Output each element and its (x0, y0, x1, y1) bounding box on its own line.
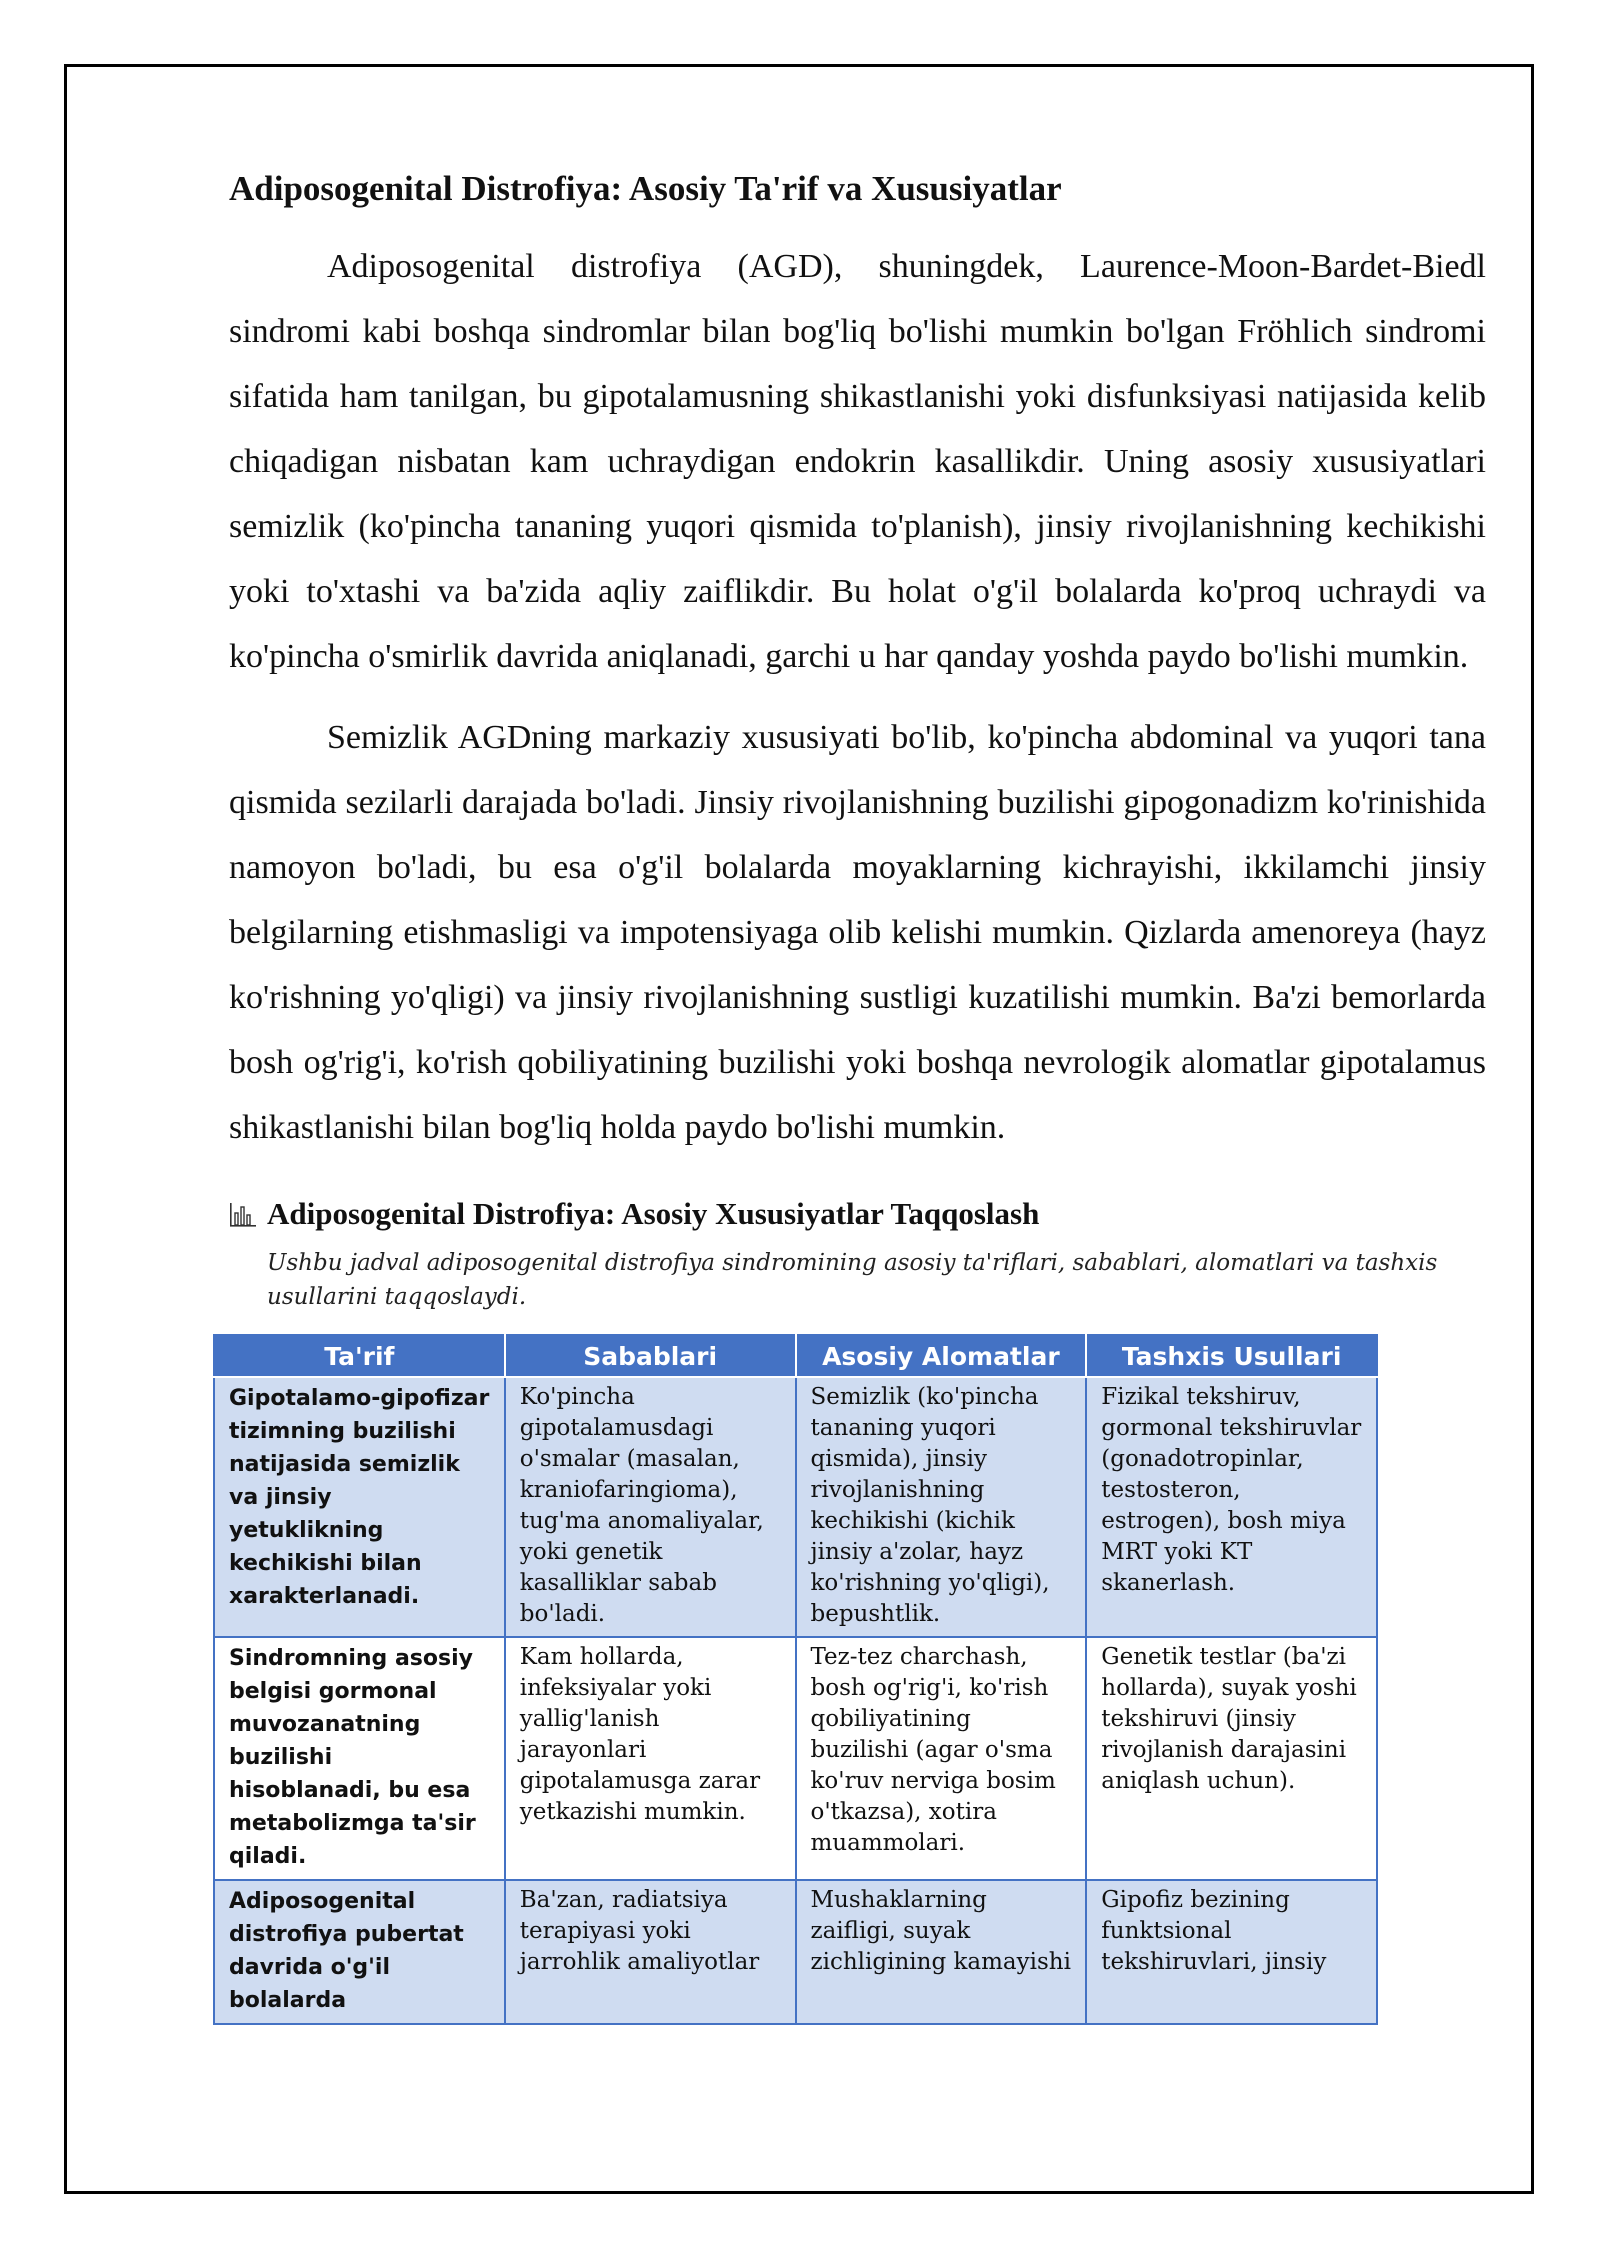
table-heading (229, 1196, 1486, 1232)
table-cell: Ba'zan, radiatsiya terapiyasi yoki jarrohlik amaliyotlar (505, 1880, 796, 2024)
table-cell: Gipofiz bezining funktsional tekshiruvlari, jinsiy (1086, 1880, 1377, 2024)
column-header: Ta'rif (214, 1335, 505, 1377)
table-row (214, 1637, 1377, 1880)
table-cell: Mushaklarning zaifligi, suyak zichligining kamayishi (796, 1880, 1087, 2024)
table-cell: Fizikal tekshiruv, gormonal tekshiruvlar (gonadotropinlar, testosteron, estrogen), bosh miya MRT yoki KT skanerlash. (1086, 1377, 1377, 1637)
table-header-row (214, 1335, 1377, 1377)
column-header: Asosiy Alomatlar (796, 1335, 1087, 1377)
table-caption: Ushbu jadval adiposogenital distrofiya sindromining asosiy ta'riflari, sabablari, alomatlari va tashxis usullarini taqqoslaydi. (267, 1250, 1438, 1310)
paragraph-1: Adiposogenital distrofiya (AGD), shuningdek, Laurence-Moon-Bardet-Biedl sindromi kabi boshqa sindromlar bilan bog'liq bo'lishi mumkin bo'lgan Fröhlich sindromi sifatida ham tanilgan, bu gipotalamusning shikastlanishi yoki disfunksiyasi natijasida kelib chiqadigan nisbatan kam uchraydigan endokrin kasallikdir. Uning asosiy xususiyatlari semizlik (ko'pincha tananing yuqori qismida to'planish), jinsiy rivojlanishning kechikishi yoki to'xtashi va ba'zida aqliy zaiflikdir. Bu holat o'g'il bolalarda ko'proq uchraydi va ko'pincha o'smirlik davrida aniqlanadi, garchi u har qanday yoshda paydo bo'lishi mumkin. (229, 248, 1486, 675)
column-header: Tashxis Usullari (1086, 1335, 1377, 1377)
table-row (214, 1377, 1377, 1637)
comparison-table (213, 1334, 1378, 2025)
column-header: Sabablari (505, 1335, 796, 1377)
document-title: Adiposogenital Distrofiya: Asosiy Ta'rif va Xususiyatlar (229, 169, 1062, 208)
table-heading-text: Adiposogenital Distrofiya: Asosiy Xususiyatlar Taqqoslash (267, 1196, 1040, 1231)
table-cell: Tez-tez charchash, bosh og'rig'i, ko'rish qobiliyatining buzilishi (agar o'sma ko'ruv nerviga bosim o'tkazsa), xotira muammolari. (796, 1637, 1087, 1880)
paragraph-2: Semizlik AGDning markaziy xususiyati bo'lib, ko'pincha abdominal va yuqori tana qismida sezilarli darajada bo'ladi. Jinsiy rivojlanishning buzilishi gipogonadizm ko'rinishida namoyon bo'ladi, bu esa o'g'il bolalarda moyaklarning kichrayishi, ikkilamchi jinsiy belgilarning etishmasligi va impotensiyaga olib kelishi mumkin. Qizlarda amenoreya (hayz ko'rishning yo'qligi) va jinsiy rivojlanishning sustligi kuzatilishi mumkin. Ba'zi bemorlarda bosh og'rig'i, ko'rish qobiliyatining buzilishi yoki boshqa nevrologik alomatlar gipotalamus shikastlanishi bilan bog'liq holda paydo bo'lishi mumkin. (229, 719, 1486, 1146)
table-cell: Genetik testlar (ba'zi hollarda), suyak yoshi tekshiruvi (jinsiy rivojlanish darajasini aniqlash uchun). (1086, 1637, 1377, 1880)
bar-chart-icon (229, 1201, 257, 1227)
table-row (214, 1880, 1377, 2024)
table-cell: Sindromning asosiy belgisi gormonal muvozanatning buzilishi hisoblanadi, bu esa metabolizmga ta'sir qiladi. (214, 1637, 505, 1880)
document-body (229, 168, 1486, 2025)
table-cell: Ko'pincha gipotalamusdagi o'smalar (masalan, kraniofaringioma), tug'ma anomaliyalar, yoki genetik kasalliklar sabab bo'ladi. (505, 1377, 796, 1637)
table-cell: Kam hollarda, infeksiyalar yoki yallig'lanish jarayonlari gipotalamusga zarar yetkazishi mumkin. (505, 1637, 796, 1880)
table-cell: Gipotalamo-gipofizar tizimning buzilishi natijasida semizlik va jinsiy yetuklikning kechikishi bilan xarakterlanadi. (214, 1377, 505, 1637)
table-cell: Semizlik (ko'pincha tananing yuqori qismida), jinsiy rivojlanishning kechikishi (kichik jinsiy a'zolar, hayz ko'rishning yo'qligi), bepushtlik. (796, 1377, 1087, 1637)
table-cell: Adiposogenital distrofiya pubertat davrida o'g'il bolalarda (214, 1880, 505, 2024)
